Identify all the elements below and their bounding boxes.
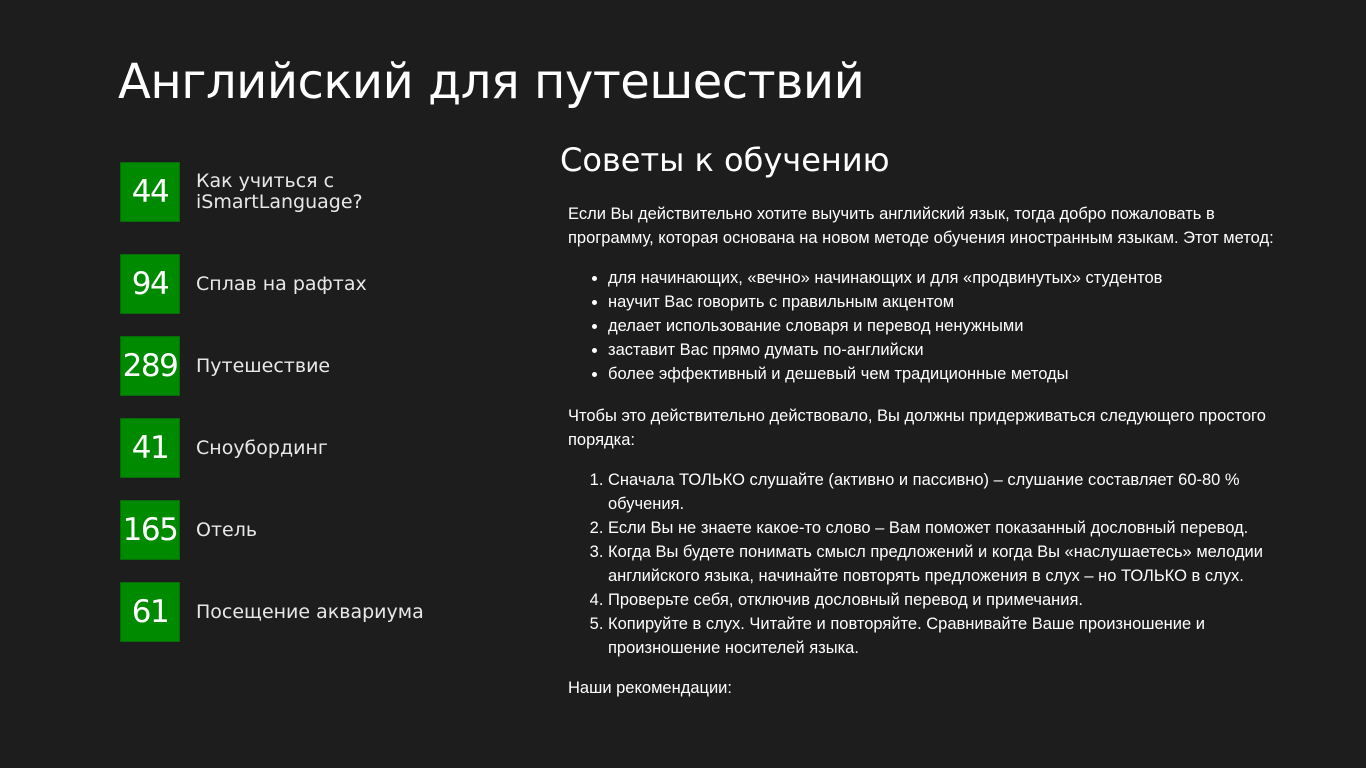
tips-intro: Если Вы действительно хотите выучить английский язык, тогда добро пожаловать в программу, которая основана на новом методе обучения иностранным языкам. Этот метод: <box>568 205 1274 247</box>
lesson-label: Посещение аквариума <box>196 600 424 623</box>
list-item: 4. Проверьте себя, отключив дословный перевод и примечания. <box>608 588 1298 612</box>
list-item: 5. Копируйте в слух. Читайте и повторяйте. Сравнивайте Ваше произношение и произношение носителей языка. <box>608 612 1298 660</box>
lesson-label: Сплав на рафтах <box>196 272 367 295</box>
lesson-item-travel[interactable] <box>120 336 540 396</box>
list-item: • для начинающих, «вечно» начинающих и для «продвинутых» студентов <box>608 266 1298 290</box>
lesson-count-tile: 44 <box>120 162 180 222</box>
lesson-count-tile: 289 <box>120 336 180 396</box>
list-item: • более эффективный и дешевый чем традиционные методы <box>608 362 1298 386</box>
list-item: • заставит Вас прямо думать по-английски <box>608 338 1298 362</box>
tips-title: Советы к обучению <box>560 141 890 179</box>
lesson-item-how-to-learn[interactable] <box>120 162 540 222</box>
method-features-list <box>568 266 1298 386</box>
lesson-count-tile: 61 <box>120 582 180 642</box>
lesson-label: Путешествие <box>196 354 331 377</box>
list-item: • делает использование словаря и перевод ненужными <box>608 314 1298 338</box>
list-item: • научит Вас говорить с правильным акцентом <box>608 290 1298 314</box>
lesson-item-rafting[interactable] <box>120 254 540 314</box>
study-steps-list <box>568 468 1298 660</box>
page-title: Английский для путешествий <box>118 54 865 110</box>
lesson-item-aquarium[interactable] <box>120 582 540 642</box>
tips-content <box>568 202 1298 716</box>
lesson-label: Как учиться с iSmartLanguage? <box>196 170 363 213</box>
list-item: 1. Сначала ТОЛЬКО слушайте (активно и пассивно) – слушание составляет 60-80 % обучения. <box>608 468 1298 516</box>
recommendations-heading: Наши рекомендации: <box>568 679 732 697</box>
rules-intro: Чтобы это действительно действовало, Вы должны придерживаться следующего простого порядка: <box>568 407 1266 449</box>
lesson-label: Сноубординг <box>196 436 328 459</box>
lesson-item-snowboarding[interactable] <box>120 418 540 478</box>
lesson-count-tile: 165 <box>120 500 180 560</box>
list-item: 2. Если Вы не знаете какое-то слово – Вам поможет показанный дословный перевод. <box>608 516 1298 540</box>
lesson-count-tile: 94 <box>120 254 180 314</box>
lesson-item-hotel[interactable] <box>120 500 540 560</box>
lesson-count-tile: 41 <box>120 418 180 478</box>
lesson-label: Отель <box>196 518 258 541</box>
list-item: 3. Когда Вы будете понимать смысл предложений и когда Вы «наслушаетесь» мелодии английского языка, начинайте повторять предложения в слух – но ТОЛЬКО в слух. <box>608 540 1298 588</box>
